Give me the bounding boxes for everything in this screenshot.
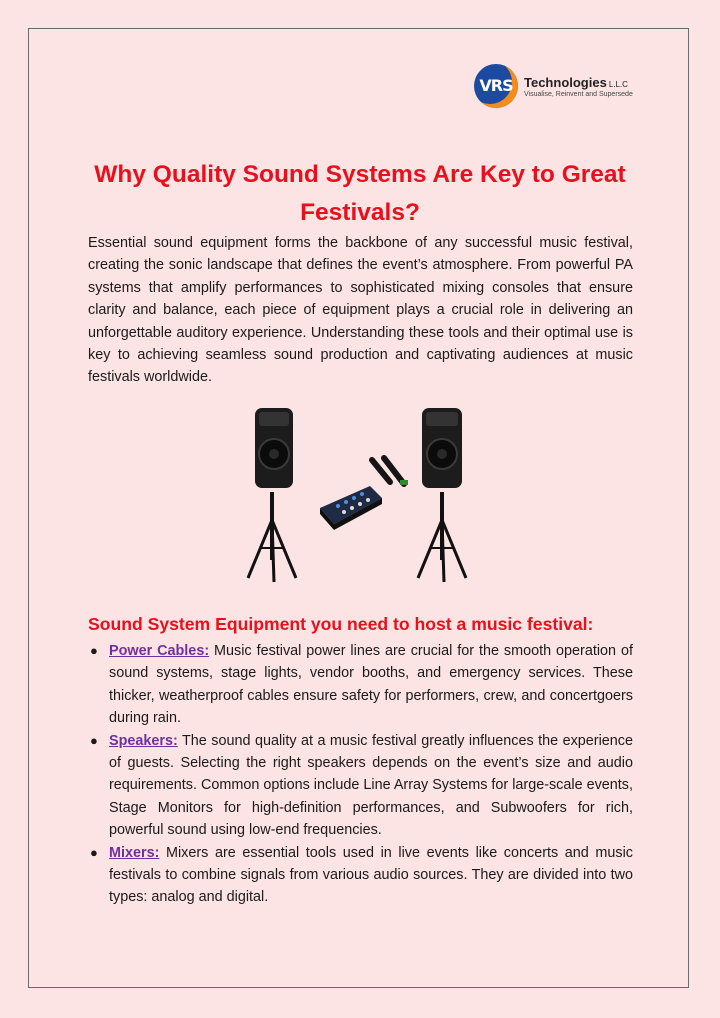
page-title: Why Quality Sound Systems Are Key to Great Festivals? [94,161,626,226]
microphones [372,458,408,485]
bullet-icon: ● [90,844,98,860]
term-power-cables: Power Cables: [109,643,210,659]
list-item-mixers [88,842,633,909]
section-heading: Sound System Equipment you need to host a music festival: [88,614,594,634]
intro-paragraph: Essential sound equipment forms the backbone of any successful music festival, creating the sonic landscape that defines the event’s atmosphere. From powerful PA systems that amplify performances to sophisticated mixing consoles that ensure clarity and balance, each piece of equipment plays a crucial role in delivering an unforgettable auditory experience. Understanding these tools and their optimal use is key to achieving seamless sound production and captivating audiences at music festivals worldwide. [88,235,633,386]
bullet-icon: ● [90,732,98,748]
desc-speakers: The sound quality at a music festival greatly influences the experience of guests. Selecting the right speakers depends on the event’s size and audio requirements. Common options include Line Array Systems for large-scale events, Stage Monitors for high-definition performances, and Subwoofers for rich, powerful sound using low-end frequencies. [109,732,633,839]
right-speaker [418,408,466,582]
logo-name-text: Technologies [524,74,607,90]
bullet-icon: ● [90,643,98,658]
term-speakers: Speakers: [109,732,178,749]
list-item-speakers [88,730,633,842]
equipment-list [88,640,633,909]
logo-mark-text: VRS [479,76,513,95]
desc-mixers: Mixers are essential tools used in live events like concerts and music festivals to combine signals from various audio sources. They are divided into two types: analog and digital. [109,844,633,906]
term-mixers: Mixers: [109,844,160,861]
sound-equipment-illustration [230,400,475,586]
company-logo [474,64,644,108]
mixer-console [320,486,382,530]
left-speaker [248,408,296,582]
logo-suffix: L.L.C [608,79,628,89]
desc-power-cables: Music festival power lines are crucial for the smooth operation of sound systems, stage lights, vendor booths, and emergency services. These thicker, weatherproof cables ensure safety for performers, crew, and concertgoers during rain. [109,643,633,727]
logo-name [524,75,633,90]
logo-tagline: Visualise, Reinvent and Supersede [524,90,633,98]
list-item-power-cables [88,640,633,730]
logo-mark [474,64,518,108]
